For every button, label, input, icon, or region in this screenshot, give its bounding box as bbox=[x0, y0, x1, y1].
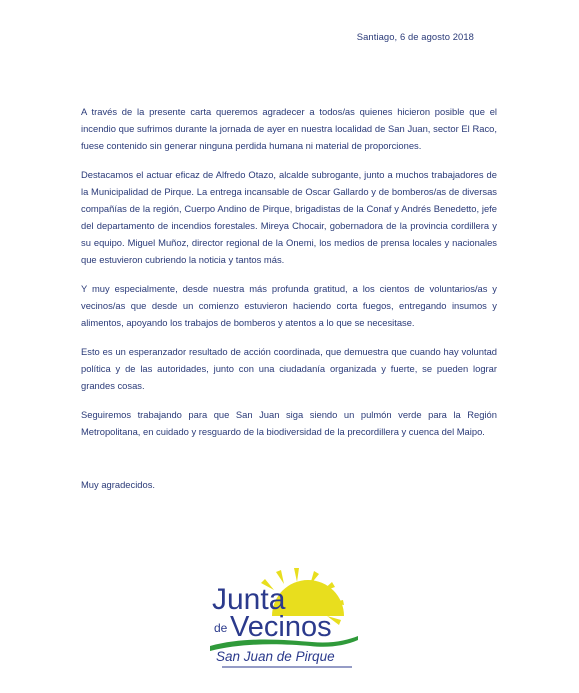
paragraph-acknowledgements: Destacamos el actuar eficaz de Alfredo Otazo, alcalde subrogante, junto a muchos trabajadores de la Municipalidad de Pirque. La entrega incansable de Oscar Gallardo y de bomberos/as de diversas compañías de la región, Cuerpo Andino de Pirque, brigadistas de la Conaf y Andrés Benedetto, jefe del departamento de incendios forestales. Mireya Chocair, gobernadora de la provincia cordillera y su equipo. Miguel Muñoz, director regional de la Onemi, los medios de prensa locales y nacionales que estuvieron cubriendo la noticia y tantos más. bbox=[81, 169, 497, 265]
paragraph-volunteers: Y muy especialmente, desde nuestra más profunda gratitud, a los cientos de voluntarios/as y vecinos/as que desde un comienzo estuvieron haciendo corta fuegos, entregando insumos y alimentos, apoyando los trabajos de bomberos y atentos a lo que se necesitase. bbox=[81, 283, 497, 328]
letter-date: Santiago, 6 de agosto 2018 bbox=[356, 31, 474, 42]
letter-closing: Muy agradecidos. bbox=[81, 479, 155, 490]
paragraph-thanks: A través de la presente carta queremos agradecer a todos/as quienes hicieron posible que el incendio que sufrimos durante la jornada de ayer en nuestra localidad de San Juan, sector El Raco, fuese contenido sin generar ninguna perdida humana ni material de proporciones. bbox=[81, 106, 497, 151]
logo-line-junta: Junta bbox=[212, 583, 286, 616]
logo-graphic bbox=[206, 566, 366, 672]
letter-body bbox=[81, 103, 497, 452]
paragraph-commitment: Seguiremos trabajando para que San Juan siga siendo un pulmón verde para la Región Metropolitana, en cuidado y resguardo de la biodiversidad de la precordillera y cuenca del Maipo. bbox=[81, 409, 497, 437]
logo-line-de: de bbox=[214, 621, 228, 635]
logo-line-vecinos: Vecinos bbox=[230, 611, 332, 643]
paragraph-coordination: Esto es un esperanzador resultado de acción coordinada, que demuestra que cuando hay voluntad política y de las autoridades, junto con una ciudadanía organizada y fuerte, se pueden lograr grandes cosas. bbox=[81, 346, 497, 391]
logo-line-san-juan-de-pirque: San Juan de Pirque bbox=[216, 649, 335, 664]
junta-de-vecinos-logo bbox=[206, 566, 366, 672]
